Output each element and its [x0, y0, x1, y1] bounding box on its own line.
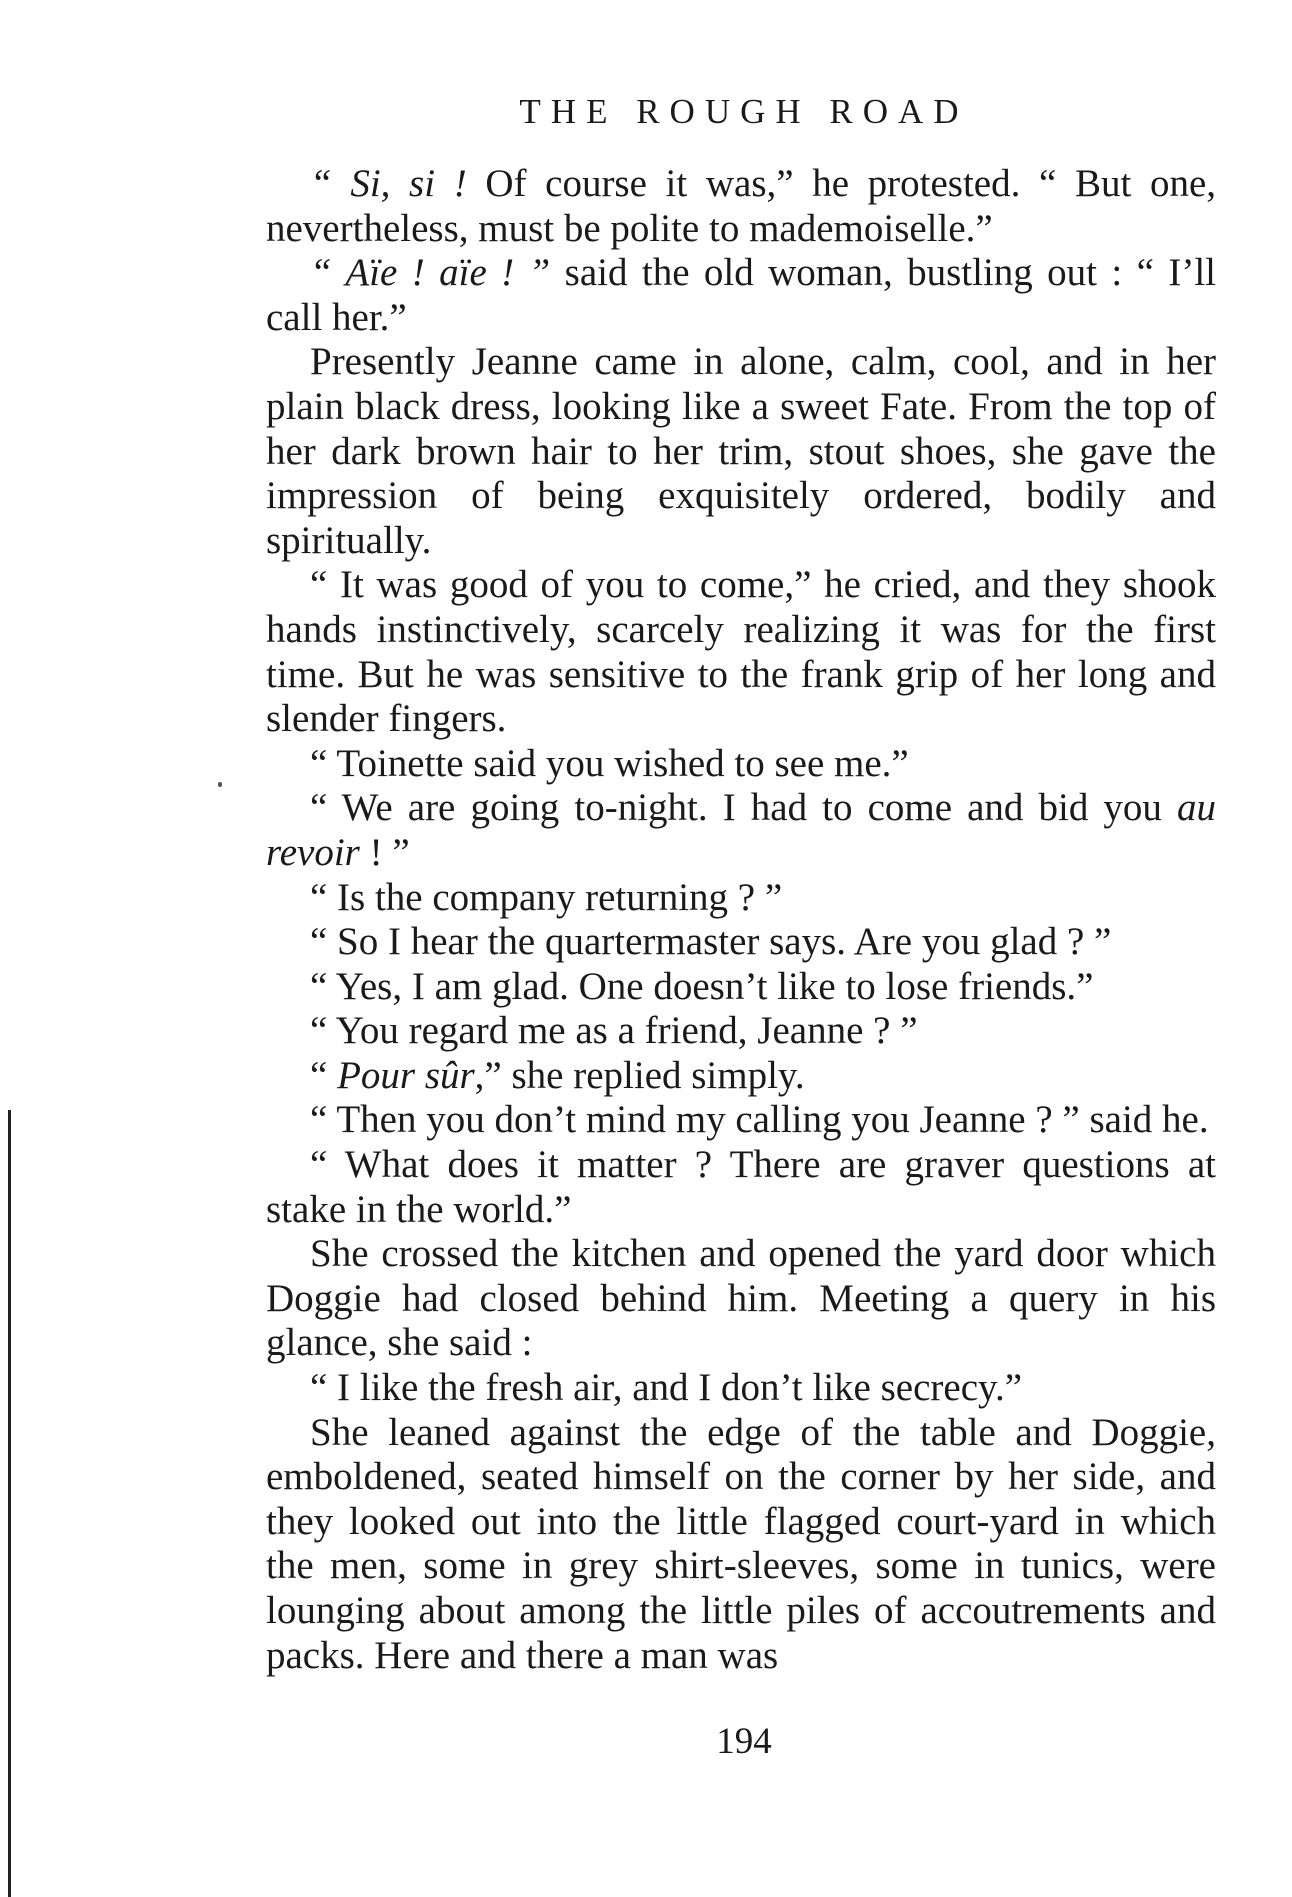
paragraph: “ Yes, I am glad. One doesn’t like to lose friends.”: [310, 964, 1094, 1008]
paragraph: “ So I hear the quartermaster says. Are you glad ? ”: [310, 920, 1112, 964]
paragraph: “ Pour sûr,” she replied simply.: [310, 1053, 805, 1097]
italic-phrase: “ Aïe ! aïe ! ”: [310, 251, 551, 295]
paragraph: “ Si, si ! Of course it was,” he protested. “ But one, nevertheless, must be polite to mademoiselle.”: [266, 162, 1216, 250]
paragraph: She leaned against the edge of the table and Doggie, emboldened, seated himself on the corner by her side, and they looked out into the little flagged court-yard in which the men, some in grey shirt-sleeves, some in tunics, were lounging about among the little piles of accoutrements and packs. Here and there a man was: [266, 1410, 1216, 1677]
paragraph: She crossed the kitchen and opened the yard door which Doggie had closed behind him. Meeting a query in his glance, she said :: [266, 1232, 1216, 1365]
paragraph: Presently Jeanne came in alone, calm, cool, and in her plain black dress, looking like a sweet Fate. From the top of her dark brown hair to her trim, stout shoes, she gave the impression of being exquisitely ordered, bodily and spiritually.: [266, 340, 1216, 562]
paragraph: “ Aïe ! aïe ! ” said the old woman, bustling out : “ I’ll call her.”: [266, 251, 1216, 339]
paragraph: “ Toinette said you wished to see me.”: [310, 741, 909, 785]
paragraph: “ Is the company returning ? ”: [310, 875, 783, 919]
italic-phrase: Pour sûr: [337, 1053, 475, 1097]
binding-edge-line: [8, 1110, 11, 1897]
paragraph: “ I like the fresh air, and I don’t like secrecy.”: [310, 1366, 1023, 1410]
italic-phrase: “ Si, si !: [310, 162, 467, 205]
paragraph: “ It was good of you to come,” he cried, and they shook hands instinctively, scarcely realizing it was for the first time. But he was sensitive to the frank grip of her long and slender fingers.: [266, 563, 1216, 741]
paragraph: “ We are going to-night. I had to come and bid you au revoir ! ”: [266, 786, 1216, 874]
body-text: [266, 162, 1216, 1678]
paragraph: “ Then you don’t mind my calling you Jeanne ? ” said he.: [310, 1098, 1209, 1142]
paragraph: “ What does it matter ? There are graver questions at stake in the world.”: [266, 1143, 1216, 1231]
paragraph: “ You regard me as a friend, Jeanne ? ”: [310, 1009, 918, 1053]
italic-phrase: au revoir: [266, 786, 1216, 874]
scan-speck: [218, 782, 222, 787]
running-header: THE ROUGH ROAD: [519, 92, 969, 131]
page-number: 194: [716, 1721, 772, 1762]
